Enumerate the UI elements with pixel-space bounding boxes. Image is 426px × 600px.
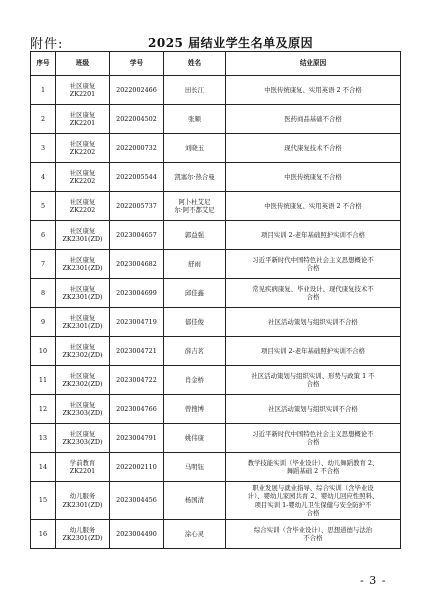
column-header-class: 班级 — [56, 52, 110, 76]
document-title: 2025 届结业学生名单及原因 — [148, 36, 314, 50]
cell-name: 肖金桥 — [164, 366, 226, 395]
cell-class: 社区康复 ZK2301(ZD) — [56, 308, 110, 337]
cell-reason: 社区活动策划与组织实训不合格 — [226, 308, 401, 337]
cell-name: 郭益强 — [164, 221, 226, 250]
cell-class: 社区康复 ZK2202 — [56, 192, 110, 221]
table-row — [31, 395, 401, 424]
cell-reason: 中医传统康复不合格 — [226, 163, 401, 192]
cell-number: 15 — [31, 482, 56, 520]
cell-number: 12 — [31, 395, 56, 424]
cell-name: 马明钰 — [164, 453, 226, 482]
cell-class: 社区康复 ZK2303(ZD) — [56, 395, 110, 424]
table-row — [31, 482, 401, 520]
table-row — [31, 308, 401, 337]
cell-reason: 教学技能实训（毕业设计）、幼儿舞蹈教育 2、 舞蹈基础 2 不合格 — [226, 453, 401, 482]
cell-reason: 社区活动策划与组织实训、形势与政策 1 不 合格 — [226, 366, 401, 395]
table-row — [31, 337, 401, 366]
cell-class: 社区康复 ZK2202 — [56, 163, 110, 192]
table-row — [31, 163, 401, 192]
table-row — [31, 424, 401, 453]
cell-name: 舒雨 — [164, 250, 226, 279]
cell-reason: 常见疾病康复、毕业设计、现代康复技术不 合格 — [226, 279, 401, 308]
column-header-name: 姓名 — [164, 52, 226, 76]
cell-name: 刘晓玉 — [164, 134, 226, 163]
table-row — [31, 453, 401, 482]
cell-class: 社区康复 ZK2301(ZD) — [56, 279, 110, 308]
cell-number: 4 — [31, 163, 56, 192]
table-row — [31, 520, 401, 549]
cell-class: 社区康复 ZK2202 — [56, 134, 110, 163]
cell-class: 社区康复 ZK2301(ZD) — [56, 250, 110, 279]
cell-student-id: 2023004791 — [110, 424, 164, 453]
cell-number: 9 — [31, 308, 56, 337]
cell-student-id: 2023004721 — [110, 337, 164, 366]
cell-reason: 职业发展与就业指导、综合实训（含毕业设 计）、婴幼儿家园共育 2、婴幼儿回应性照料、 项目实训 1-婴幼儿卫生保健与安全防护不 合格 — [226, 482, 401, 520]
cell-class: 社区康复 ZK2303(ZD) — [56, 424, 110, 453]
cell-name: 薛吉茗 — [164, 337, 226, 366]
cell-student-id: 2023004490 — [110, 520, 164, 549]
cell-student-id: 2023004657 — [110, 221, 164, 250]
cell-student-id: 2022005737 — [110, 192, 164, 221]
cell-class: 社区康复 ZK2201 — [56, 105, 110, 134]
cell-name: 阿卜杜艾尼 尔·阿不都艾尼 — [164, 192, 226, 221]
column-header-number: 序号 — [31, 52, 56, 76]
cell-class: 学前教育 ZK2201 — [56, 453, 110, 482]
cell-class: 社区康复 ZK2201 — [56, 76, 110, 105]
cell-number: 14 — [31, 453, 56, 482]
cell-student-id: 2022004502 — [110, 105, 164, 134]
cell-student-id: 2023004682 — [110, 250, 164, 279]
cell-reason: 项目实训 2-老年基础照护实训不合格 — [226, 337, 401, 366]
cell-number: 2 — [31, 105, 56, 134]
cell-name: 田长江 — [164, 76, 226, 105]
cell-student-id: 2023004456 — [110, 482, 164, 520]
graduates-table — [30, 51, 401, 549]
table-row — [31, 279, 401, 308]
page-number: - 3 - — [360, 574, 387, 587]
document-header — [30, 33, 400, 51]
cell-student-id: 2022002466 — [110, 76, 164, 105]
cell-number: 11 — [31, 366, 56, 395]
cell-reason: 社区活动策划与组织实训不合格 — [226, 395, 401, 424]
cell-name: 邱佳鑫 — [164, 279, 226, 308]
cell-number: 7 — [31, 250, 56, 279]
cell-reason: 项目实训 2-老年基础照护实训不合格 — [226, 221, 401, 250]
cell-student-id: 2022002110 — [110, 453, 164, 482]
cell-reason: 现代康复技术不合格 — [226, 134, 401, 163]
cell-name: 郁佳俊 — [164, 308, 226, 337]
cell-name: 杨国清 — [164, 482, 226, 520]
cell-student-id: 2023004719 — [110, 308, 164, 337]
cell-reason: 习近平新时代中国特色社会主义思想概论不 合格 — [226, 424, 401, 453]
cell-student-id: 2022005544 — [110, 163, 164, 192]
cell-name: 姚伟康 — [164, 424, 226, 453]
cell-number: 1 — [31, 76, 56, 105]
cell-number: 13 — [31, 424, 56, 453]
column-header-reason: 结业原因 — [226, 52, 401, 76]
cell-student-id: 2023004766 — [110, 395, 164, 424]
cell-number: 10 — [31, 337, 56, 366]
cell-number: 8 — [31, 279, 56, 308]
cell-number: 16 — [31, 520, 56, 549]
cell-number: 3 — [31, 134, 56, 163]
table-row — [31, 366, 401, 395]
table-row — [31, 192, 401, 221]
cell-reason: 中医传统康复、实用英语 2 不合格 — [226, 76, 401, 105]
table-row — [31, 221, 401, 250]
cell-name: 曾搜博 — [164, 395, 226, 424]
cell-name: 涂心灵 — [164, 520, 226, 549]
cell-reason: 综合实训（含毕业设计）、思想道德与法治 不合格 — [226, 520, 401, 549]
cell-name: 张顺 — [164, 105, 226, 134]
cell-class: 社区康复 ZK2301(ZD) — [56, 221, 110, 250]
cell-student-id: 2022000732 — [110, 134, 164, 163]
attachment-label: 附件: — [30, 37, 64, 52]
cell-student-id: 2023004699 — [110, 279, 164, 308]
cell-class: 社区康复 ZK2302(ZD) — [56, 337, 110, 366]
cell-reason: 中医传统康复、实用英语 2 不合格 — [226, 192, 401, 221]
cell-reason: 医药商品基础不合格 — [226, 105, 401, 134]
cell-class: 幼儿服务 ZK2301(ZD) — [56, 520, 110, 549]
table-row — [31, 134, 401, 163]
table-row — [31, 76, 401, 105]
cell-number: 5 — [31, 192, 56, 221]
table-row — [31, 105, 401, 134]
cell-number: 6 — [31, 221, 56, 250]
cell-class: 社区康复 ZK2302(ZD) — [56, 366, 110, 395]
table-header-row — [31, 52, 401, 76]
cell-student-id: 2023004722 — [110, 366, 164, 395]
cell-reason: 习近平新时代中国特色社会主义思想概论不 合格 — [226, 250, 401, 279]
cell-class: 幼儿服务 ZK2301(ZD) — [56, 482, 110, 520]
column-header-student-id: 学号 — [110, 52, 164, 76]
cell-name: 凯塞尔·热合曼 — [164, 163, 226, 192]
table-row — [31, 250, 401, 279]
